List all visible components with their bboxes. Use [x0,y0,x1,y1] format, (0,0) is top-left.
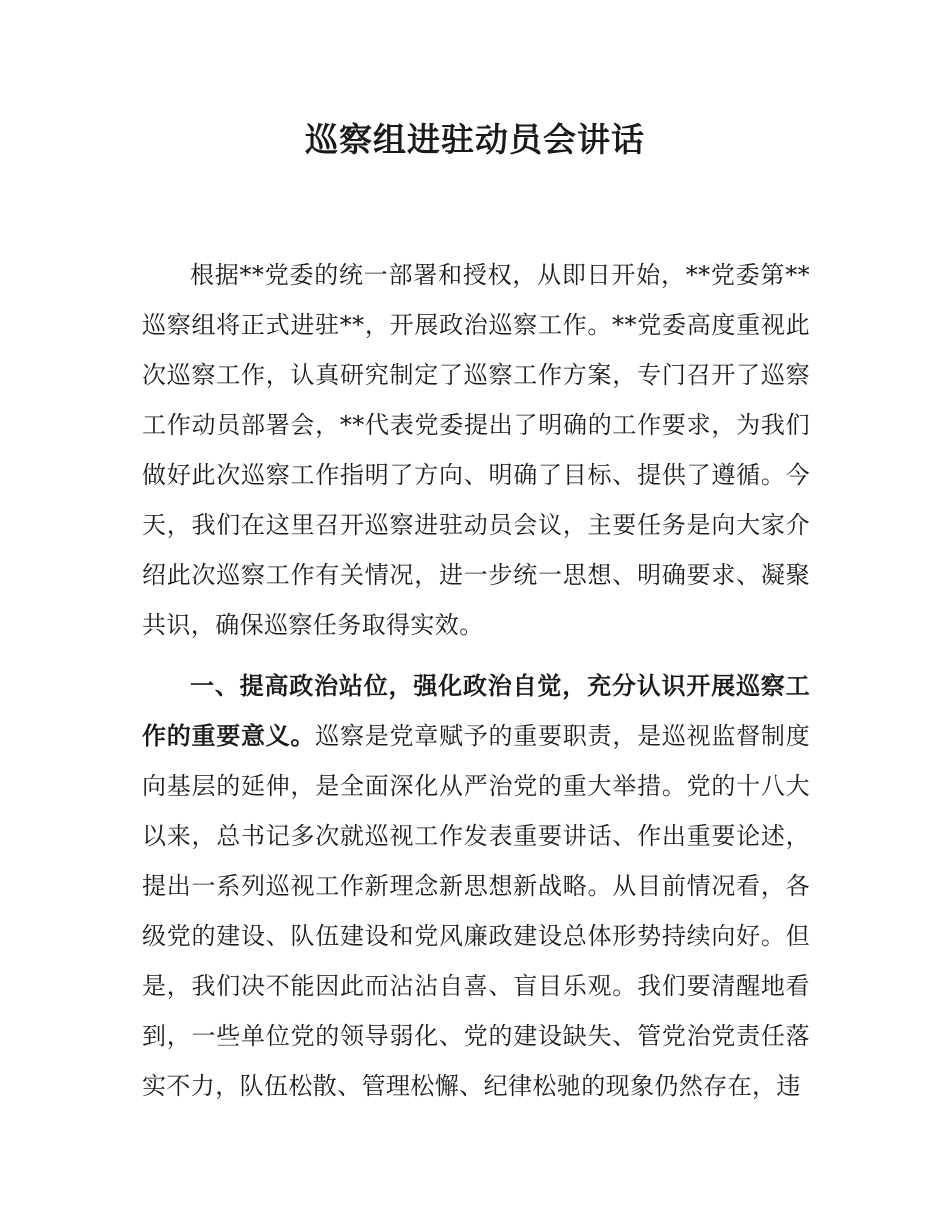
document-title: 巡察组进驻动员会讲话 [305,120,645,159]
section-one-body: 巡察是党章赋予的重要职责，是巡视监督制度向基层的延伸，是全面深化从严治党的重大举措。党的十八大以来，总书记多次就巡视工作发表重要讲话、作出重要论述，提出一系列巡视工作新理念新思想新战略。从目前情况看，各级党的建设、队伍建设和党风廉政建设总体形势持续向好。但是，我们决不能因此而沾沾自喜、盲目乐观。我们要清醒地看到，一些单位党的领导弱化、党的建设缺失、管党治党责任落实不力，队伍松散、管理松懈、纪律松驰的现象仍然存在，违 [142,722,810,1100]
paragraph-section-one [142,661,810,1111]
paragraph-intro: 根据**党委的统一部署和授权，从即日开始，**党委第**巡察组将正式进驻**，开展政治巡察工作。**党委高度重视此次巡察工作，认真研究制定了巡察工作方案，专门召开了巡察工作动员部署会，**代表党委提出了明确的工作要求，为我们做好此次巡察工作指明了方向、明确了目标、提供了遵循。今天，我们在这里召开巡察进驻动员会议，主要任务是向大家介绍此次巡察工作有关情况，进一步统一思想、明确要求、凝聚共识，确保巡察任务取得实效。 [142,261,810,639]
section-one-heading: 一、提高政治站位，强化政治自觉，充分认识开展巡察工作的重要意义。 [142,672,810,750]
